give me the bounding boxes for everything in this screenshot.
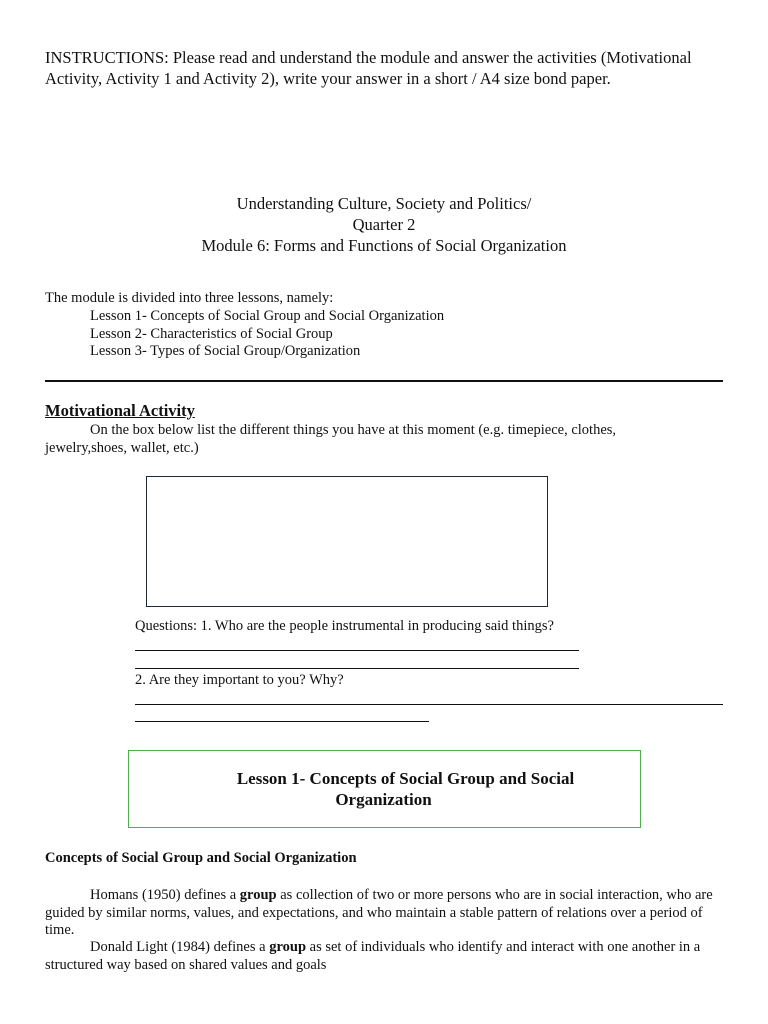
p2-text-rest: as set of individuals who identify and interact with one another in a structured way based on shared values and goals <box>45 939 701 973</box>
concepts-heading: Concepts of Social Group and Social Organization <box>45 850 357 866</box>
p2-text: Donald Light (1984) defines a <box>90 939 270 955</box>
motivational-instruction-line2: jewelry,shoes, wallet, etc.) <box>45 440 199 456</box>
question-1: Questions: 1. Who are the people instrumental in producing said things? <box>135 618 554 634</box>
question-2: 2. Are they important to you? Why? <box>135 672 344 688</box>
lessons-intro: The module is divided into three lessons, namely: <box>45 290 334 306</box>
title-line-subject: Understanding Culture, Society and Politics/ <box>236 194 532 213</box>
lesson-list-item: Lesson 2- Characteristics of Social Group <box>90 325 333 342</box>
light-paragraph <box>45 939 723 974</box>
lesson-list <box>90 308 444 361</box>
instructions-text: INSTRUCTIONS: Please read and understand the module and answer the activities (Motivational Activity, Activity 1 and Activity 2), write your answer in a short / A4 size bond paper. <box>45 48 692 88</box>
p1-text: Homans (1950) defines a <box>90 887 240 903</box>
lesson-list-item: Lesson 1- Concepts of Social Group and Social Organization <box>90 308 445 324</box>
p1-text-rest: as collection of two or more persons who are in social interaction, who are guided by similar norms, values, and expectations, and who maintain a stable pattern of relations over a period of time. <box>45 887 713 938</box>
lesson1-title <box>128 768 639 810</box>
answer-line <box>135 721 429 722</box>
answer-line <box>135 668 579 669</box>
p1-bold-term: group <box>239 887 277 903</box>
lesson-list-item: Lesson 3- Types of Social Group/Organization <box>90 343 361 359</box>
motivational-instruction-line1: On the box below list the different things you have at this moment (e.g. timepiece, clothes, <box>90 422 617 438</box>
module-title <box>0 193 768 256</box>
homans-paragraph <box>45 887 723 940</box>
motivational-heading: Motivational Activity <box>45 401 195 420</box>
answer-line <box>135 650 579 651</box>
section-divider <box>45 380 723 382</box>
title-line-quarter: Quarter 2 <box>352 215 416 234</box>
answer-box[interactable] <box>146 476 548 607</box>
p2-bold-term: group <box>269 939 307 955</box>
title-line-module: Module 6: Forms and Functions of Social Organization <box>201 236 567 255</box>
lesson1-title-line1: Lesson 1- Concepts of Social Group and Social <box>236 769 575 788</box>
answer-line <box>135 704 723 705</box>
lesson1-title-line2: Organization <box>335 790 432 809</box>
